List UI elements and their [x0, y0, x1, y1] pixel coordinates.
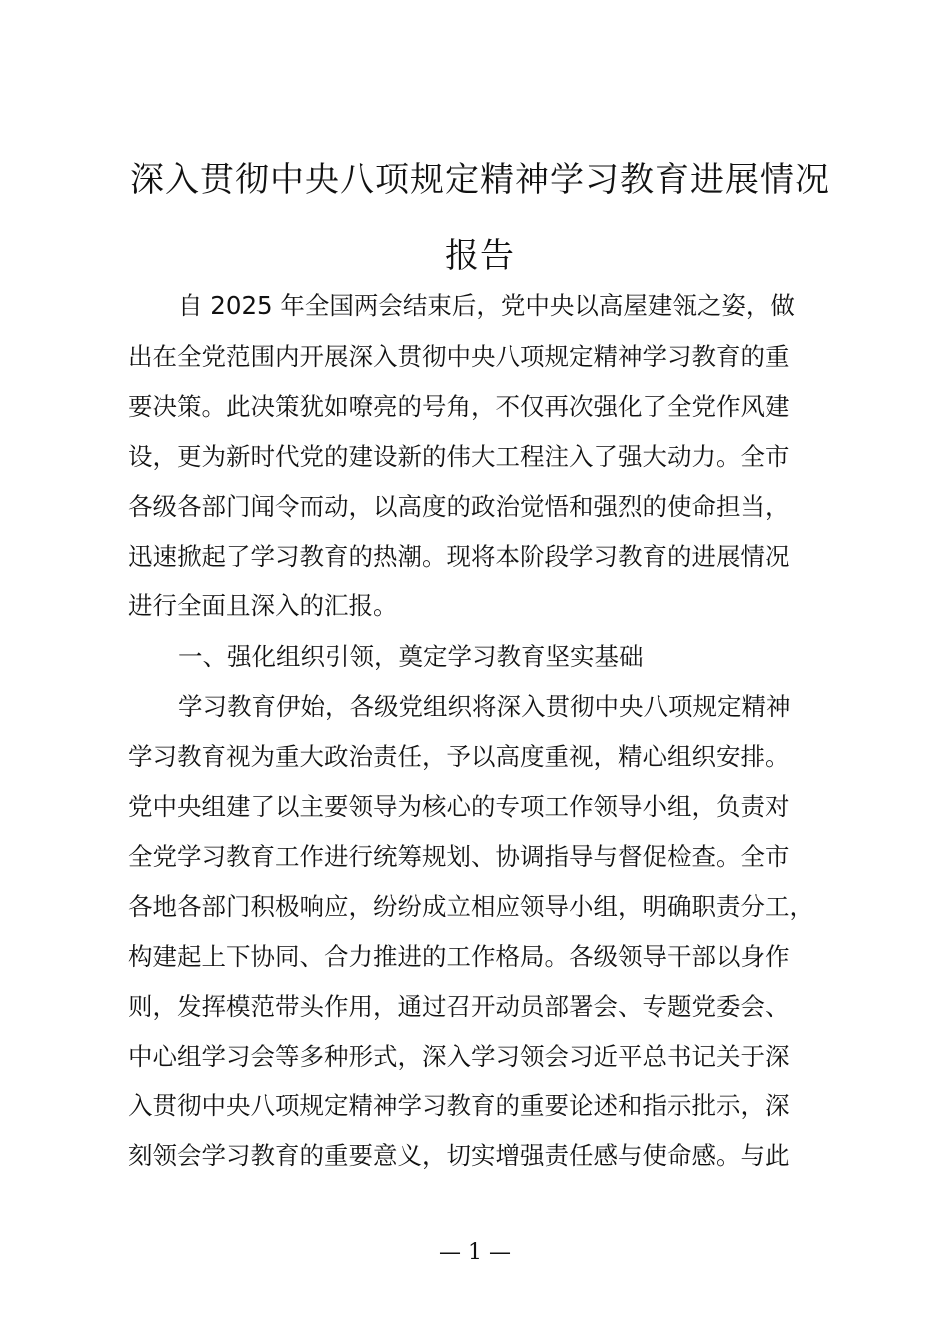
- document-title-line-2: 报告: [445, 236, 515, 276]
- paragraph-line: 全党学习教育工作进行统筹规划、协调指导与督促检查。全市: [128, 842, 790, 871]
- page-number: — 1 —: [439, 1240, 511, 1265]
- paragraph-line: 进行全面且深入的汇报。: [128, 591, 398, 620]
- paragraph-line: 中心组学习会等多种形式，深入学习领会习近平总书记关于深: [128, 1042, 790, 1071]
- document-title-line-1: 深入贯彻中央八项规定精神学习教育进展情况: [130, 160, 830, 200]
- paragraph-line: 入贯彻中央八项规定精神学习教育的重要论述和指示批示，深: [128, 1091, 790, 1120]
- paragraph-line: 党中央组建了以主要领导为核心的专项工作领导小组，负责对: [128, 792, 790, 821]
- paragraph-line: 各地各部门积极响应，纷纷成立相应领导小组，明确职责分工，: [128, 892, 814, 921]
- paragraph-line: 要决策。此决策犹如嘹亮的号角，不仅再次强化了全党作风建: [128, 392, 790, 421]
- paragraph-line: 构建起上下协同、合力推进的工作格局。各级领导干部以身作: [128, 942, 790, 971]
- paragraph-line: 学习教育视为重大政治责任，予以高度重视，精心组织安排。: [128, 742, 790, 771]
- paragraph-line: 则，发挥模范带头作用，通过召开动员部署会、专题党委会、: [128, 992, 790, 1021]
- paragraph-line: 各级各部门闻令而动，以高度的政治觉悟和强烈的使命担当，: [128, 492, 790, 521]
- paragraph-line: 自 2025 年全国两会结束后，党中央以高屋建瓴之姿，做: [178, 291, 795, 320]
- paragraph-line: 设，更为新时代党的建设新的伟大工程注入了强大动力。全市: [128, 442, 790, 471]
- paragraph-line: 学习教育伊始，各级党组织将深入贯彻中央八项规定精神: [178, 692, 791, 721]
- paragraph-line: 迅速掀起了学习教育的热潮。现将本阶段学习教育的进展情况: [128, 542, 790, 571]
- paragraph-line: 出在全党范围内开展深入贯彻中央八项规定精神学习教育的重: [128, 342, 790, 371]
- paragraph-line: 刻领会学习教育的重要意义，切实增强责任感与使命感。与此: [128, 1141, 790, 1170]
- section-heading: 一、强化组织引领，奠定学习教育坚实基础: [178, 642, 644, 671]
